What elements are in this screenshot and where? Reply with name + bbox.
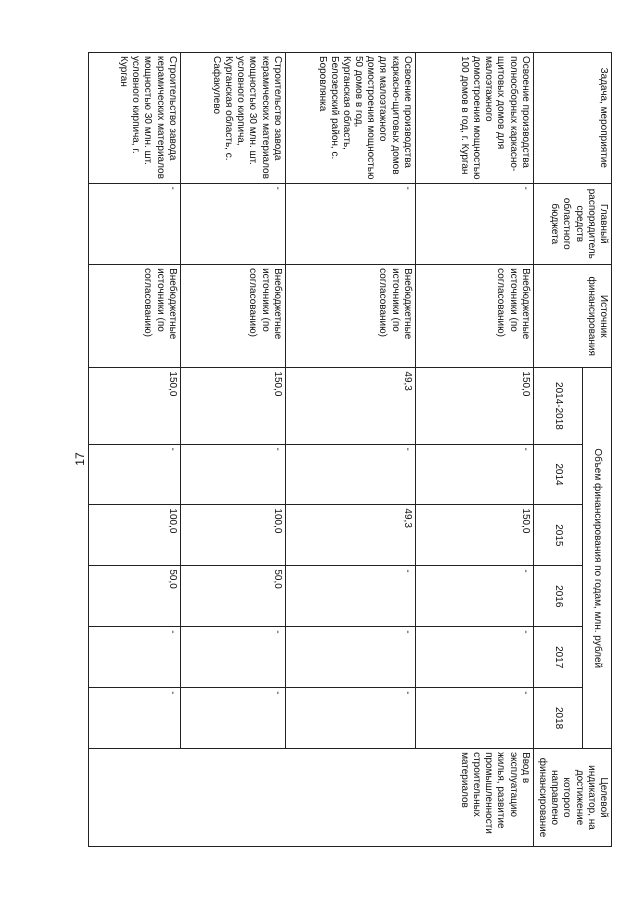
financing-table bbox=[88, 52, 612, 847]
header-year: 2014-2018 bbox=[533, 368, 582, 444]
cell-value: - bbox=[285, 444, 415, 505]
cell-value: 150,0 bbox=[180, 368, 285, 444]
cell-main: - bbox=[88, 183, 180, 265]
cell-main: - bbox=[285, 183, 415, 265]
table-row bbox=[415, 53, 533, 847]
cell-source: Внебюджетные источники (по согласованию) bbox=[88, 265, 180, 368]
cell-value: - bbox=[88, 444, 180, 505]
table-row bbox=[88, 53, 180, 847]
header-year: 2015 bbox=[533, 505, 582, 566]
cell-value: 150,0 bbox=[415, 368, 533, 444]
cell-source: Внебюджетные источники (по согласованию) bbox=[180, 265, 285, 368]
cell-value: - bbox=[415, 627, 533, 688]
header-year: 2018 bbox=[533, 688, 582, 749]
header-main-manager: Главный распорядитель средств областного бюджета bbox=[533, 183, 611, 265]
cell-value: 150,0 bbox=[88, 368, 180, 444]
cell-value: - bbox=[415, 566, 533, 627]
cell-task: Освоение производства полносборных каркасно-щитовых домов для малоэтажного домостроения мощностью 100 домов в год, г. Курган bbox=[415, 53, 533, 184]
cell-value: - bbox=[180, 627, 285, 688]
cell-value: - bbox=[180, 444, 285, 505]
cell-source: Внебюджетные источники (по согласованию) bbox=[285, 265, 415, 368]
cell-value: 150,0 bbox=[415, 505, 533, 566]
cell-value: - bbox=[285, 627, 415, 688]
cell-value: - bbox=[88, 688, 180, 749]
header-year: 2014 bbox=[533, 444, 582, 505]
table-row bbox=[285, 53, 415, 847]
rotated-table-frame bbox=[107, 52, 612, 847]
cell-value: - bbox=[415, 444, 533, 505]
cell-value: 100,0 bbox=[180, 505, 285, 566]
cell-value: - bbox=[415, 688, 533, 749]
cell-value: 50,0 bbox=[88, 566, 180, 627]
header-year: 2016 bbox=[533, 566, 582, 627]
cell-value: - bbox=[285, 688, 415, 749]
cell-main: - bbox=[415, 183, 533, 265]
page-number: 17 bbox=[73, 452, 87, 466]
cell-source: Внебюджетные источники (по согласованию) bbox=[415, 265, 533, 368]
table-row bbox=[180, 53, 285, 847]
cell-value: 49,3 bbox=[285, 368, 415, 444]
cell-value: - bbox=[88, 627, 180, 688]
header-task: Задача, мероприятие bbox=[533, 53, 611, 184]
header-target: Целевой индикатор, на достижение которого направлено финансирование bbox=[533, 749, 611, 847]
cell-value: 100,0 bbox=[88, 505, 180, 566]
cell-value: 50,0 bbox=[180, 566, 285, 627]
cell-value: - bbox=[285, 566, 415, 627]
cell-target: Ввод в эксплуатацию жилья, развитие промышленности строительных материалов bbox=[88, 749, 533, 847]
cell-value: - bbox=[180, 688, 285, 749]
cell-task: Строительство завода керамических материалов мощностью 30 млн. шт. условного кирпича, г. Курган bbox=[88, 53, 180, 184]
cell-main: - bbox=[180, 183, 285, 265]
header-year: 2017 bbox=[533, 627, 582, 688]
cell-task: Строительство завода керамических материалов мощностью 30 млн. шт. условного кирпича, Курганская область, с. Сафакулево bbox=[180, 53, 285, 184]
cell-task: Освоение производства каркасно-щитовых домов для малоэтажного домостроения мощностью 50 домов в год, Курганская область, Белозерский район, с. Боровлянка bbox=[285, 53, 415, 184]
cell-value: 49,3 bbox=[285, 505, 415, 566]
header-source: Источник финансирования bbox=[533, 265, 611, 368]
header-volume: Объем финансирования по годам, млн. рублей bbox=[583, 368, 612, 749]
